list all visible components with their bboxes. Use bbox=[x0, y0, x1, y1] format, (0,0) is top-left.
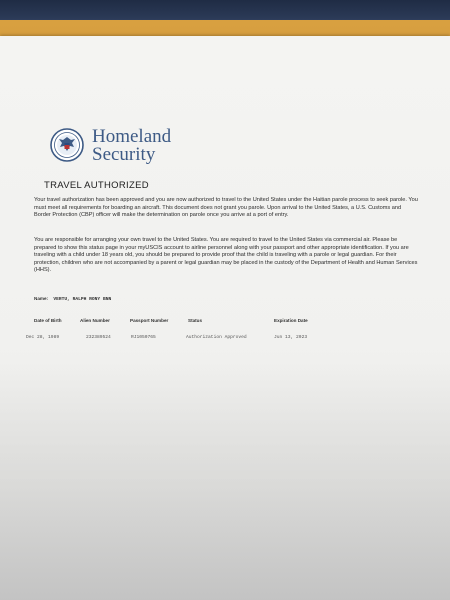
cell-status: Authorization Approved bbox=[186, 335, 247, 340]
header-date-of-birth: Date of Birth bbox=[34, 318, 62, 323]
header-alien-number: Alien Number bbox=[80, 318, 110, 323]
authorization-paragraph: Your travel authorization has been approved and you are now authorized to travel to the United States under the Haitian parole process to seek parole. You must meet all requirements for boarding an aircraft. This document does not grant you parole. Upon arrival to the United States, a U.S. Customs and Border Protection (CBP) officer will make the determination on parole once you arrive at a port of entry. bbox=[34, 197, 418, 219]
cell-expiration-date: Jun 13, 2023 bbox=[274, 335, 308, 340]
logo-line-security: Security bbox=[92, 144, 156, 165]
header-status: Status bbox=[188, 318, 203, 323]
travel-responsibility-paragraph: You are responsible for arranging your own travel to the United States. You are required to travel to the United States via commercial air. Please be prepared to show this status page in your myUSCIS account to airline personnel along with your passport and other appropriate identification. If you are traveling with a child under 18 years old, you should be prepared to provide proof that the child is traveling with a parole or legal guardian. For their protection, children who are not accompanied by a parent or legal guardian may be placed in the custody of the Department of Health and Human Services (HHS). bbox=[34, 237, 418, 274]
name-row bbox=[34, 296, 111, 302]
name-value: VERTU, RALPH RONY BNN bbox=[53, 297, 112, 302]
cell-date-of-birth: Dec 28, 1989 bbox=[26, 335, 60, 340]
dhs-seal-icon bbox=[50, 128, 84, 162]
logo-line-homeland: Homeland bbox=[92, 126, 172, 147]
homeland-security-logo bbox=[92, 128, 171, 164]
header-expiration-date: Expiration Date bbox=[274, 318, 308, 323]
lower-shadow bbox=[0, 360, 450, 600]
document-heading: TRAVEL AUTHORIZED bbox=[44, 180, 149, 191]
header-passport-number: Passport Number bbox=[130, 318, 169, 323]
cell-passport-number: RJ1050765 bbox=[131, 335, 156, 340]
name-label: Name: bbox=[34, 296, 49, 301]
cell-alien-number: 232389524 bbox=[86, 335, 111, 340]
